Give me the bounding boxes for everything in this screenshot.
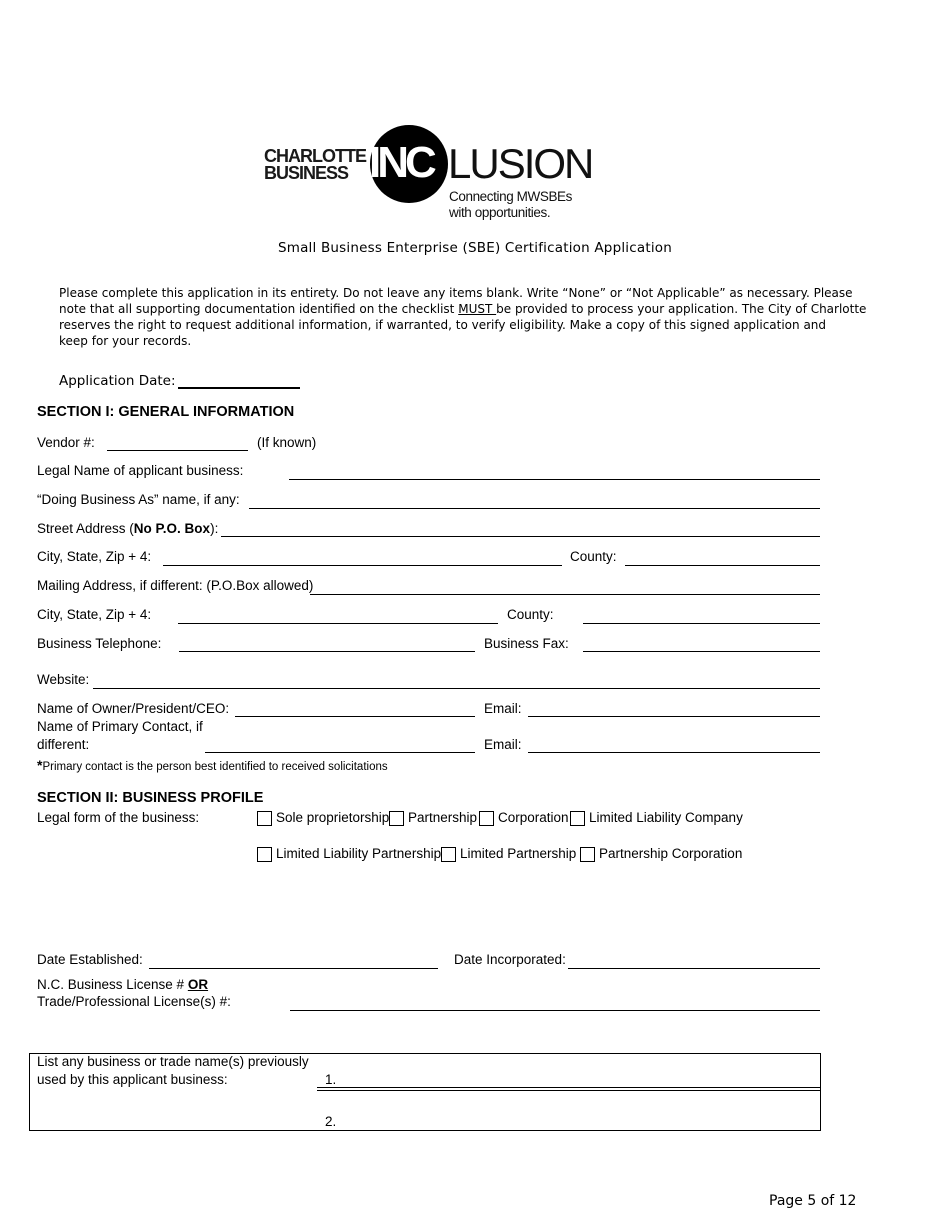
- business-fax-label: Business Fax:: [484, 636, 569, 651]
- mailing-county-label: County:: [507, 607, 554, 622]
- intro-line-2: note that all supporting documentation identified on the checklist MUST be provided to process your application. The City of Charlotte: [59, 302, 867, 316]
- checkbox-partnership[interactable]: [389, 811, 404, 826]
- county-field[interactable]: [625, 565, 820, 566]
- business-telephone-field[interactable]: [179, 651, 475, 652]
- option-limited-liability-company: Limited Liability Company: [589, 810, 743, 825]
- previous-names-divider: [317, 1090, 820, 1091]
- mailing-address-label: Mailing Address, if different: (P.O.Box allowed): [37, 578, 314, 593]
- primary-contact-email-field[interactable]: [528, 752, 820, 753]
- owner-email-field[interactable]: [528, 716, 820, 717]
- vendor-field[interactable]: [107, 450, 248, 451]
- logo-inc: INC: [369, 138, 433, 187]
- logo-charlotte: CHARLOTTE: [264, 146, 366, 166]
- mailing-county-field[interactable]: [583, 623, 820, 624]
- checkbox-partnership-corporation[interactable]: [580, 847, 595, 862]
- document-title: Small Business Enterprise (SBE) Certification Application: [277, 240, 673, 256]
- primary-contact-label-2: different:: [37, 737, 90, 752]
- legal-name-field[interactable]: [289, 479, 820, 480]
- section-2-heading: SECTION II: BUSINESS PROFILE: [37, 790, 264, 806]
- street-address-field[interactable]: [221, 536, 820, 537]
- must-emphasis: MUST: [458, 302, 497, 316]
- primary-contact-note: *Primary contact is the person best identified to received solicitations: [37, 757, 388, 773]
- owner-name-label: Name of Owner/President/CEO:: [37, 701, 230, 716]
- dba-label: “Doing Business As” name, if any:: [37, 492, 240, 507]
- license-field[interactable]: [290, 1010, 820, 1011]
- previous-name-1-field[interactable]: [317, 1087, 820, 1088]
- logo-lusion: LUSION: [448, 140, 593, 187]
- city-state-zip-field[interactable]: [163, 565, 562, 566]
- checkbox-limited-partnership[interactable]: [441, 847, 456, 862]
- previous-name-2-number: 2.: [325, 1114, 337, 1129]
- checkbox-limited-liability-company[interactable]: [570, 811, 585, 826]
- mailing-city-state-zip-label: City, State, Zip + 4:: [37, 607, 152, 622]
- business-telephone-label: Business Telephone:: [37, 636, 162, 651]
- owner-name-field[interactable]: [235, 716, 475, 717]
- intro-line-4: keep for your records.: [59, 334, 192, 348]
- checkbox-limited-liability-partnership[interactable]: [257, 847, 272, 862]
- legal-name-label: Legal Name of applicant business:: [37, 463, 244, 478]
- checkbox-corporation[interactable]: [479, 811, 494, 826]
- option-sole-proprietorship: Sole proprietorship: [276, 810, 390, 825]
- business-fax-field[interactable]: [583, 651, 820, 652]
- previous-names-label-2: used by this applicant business:: [37, 1072, 228, 1087]
- street-address-label: Street Address (No P.O. Box):: [37, 521, 219, 536]
- option-partnership: Partnership: [408, 810, 478, 825]
- date-incorporated-field[interactable]: [568, 968, 820, 969]
- page-number: Page 5 of 12: [769, 1193, 857, 1209]
- application-date-field[interactable]: [178, 387, 300, 389]
- county-label: County:: [570, 549, 617, 564]
- previous-names-label-1: List any business or trade name(s) previously: [37, 1054, 309, 1069]
- option-partnership-corporation: Partnership Corporation: [599, 846, 743, 861]
- option-corporation: Corporation: [498, 810, 569, 825]
- mailing-city-state-zip-field[interactable]: [178, 623, 498, 624]
- date-established-label: Date Established:: [37, 952, 143, 967]
- mailing-address-field[interactable]: [310, 594, 820, 595]
- logo-business: BUSINESS: [264, 163, 349, 183]
- section-1-heading: SECTION I: GENERAL INFORMATION: [37, 404, 295, 420]
- option-limited-liability-partnership: Limited Liability Partnership: [276, 846, 442, 861]
- dba-field[interactable]: [249, 508, 820, 509]
- previous-name-1-number: 1.: [325, 1072, 337, 1087]
- vendor-hint: (If known): [257, 435, 317, 450]
- website-label: Website:: [37, 672, 90, 687]
- application-date-label: Application Date:: [59, 373, 176, 389]
- date-established-field[interactable]: [149, 968, 438, 969]
- legal-form-label: Legal form of the business:: [37, 810, 200, 825]
- owner-email-label: Email:: [484, 701, 522, 716]
- vendor-label: Vendor #:: [37, 435, 95, 450]
- license-label-2: Trade/Professional License(s) #:: [37, 994, 231, 1009]
- primary-contact-label-1: Name of Primary Contact, if: [37, 719, 203, 734]
- logo-tagline-2: with opportunities.: [449, 205, 551, 220]
- intro-line-1: Please complete this application in its entirety. Do not leave any items blank. Write “None” or “Not Applicable” as necessary. Please: [59, 286, 853, 300]
- primary-contact-email-label: Email:: [484, 737, 522, 752]
- license-label-1: N.C. Business License # OR: [37, 977, 209, 992]
- city-state-zip-label: City, State, Zip + 4:: [37, 549, 152, 564]
- option-limited-partnership: Limited Partnership: [460, 846, 577, 861]
- intro-line-3: reserves the right to request additional information, if warranted, to verify eligibility. Make a copy of this signed application and: [59, 318, 827, 332]
- logo-tagline-1: Connecting MWSBEs: [449, 189, 572, 204]
- primary-contact-field[interactable]: [205, 752, 475, 753]
- website-field[interactable]: [93, 688, 820, 689]
- date-incorporated-label: Date Incorporated:: [454, 952, 566, 967]
- checkbox-sole-proprietorship[interactable]: [257, 811, 272, 826]
